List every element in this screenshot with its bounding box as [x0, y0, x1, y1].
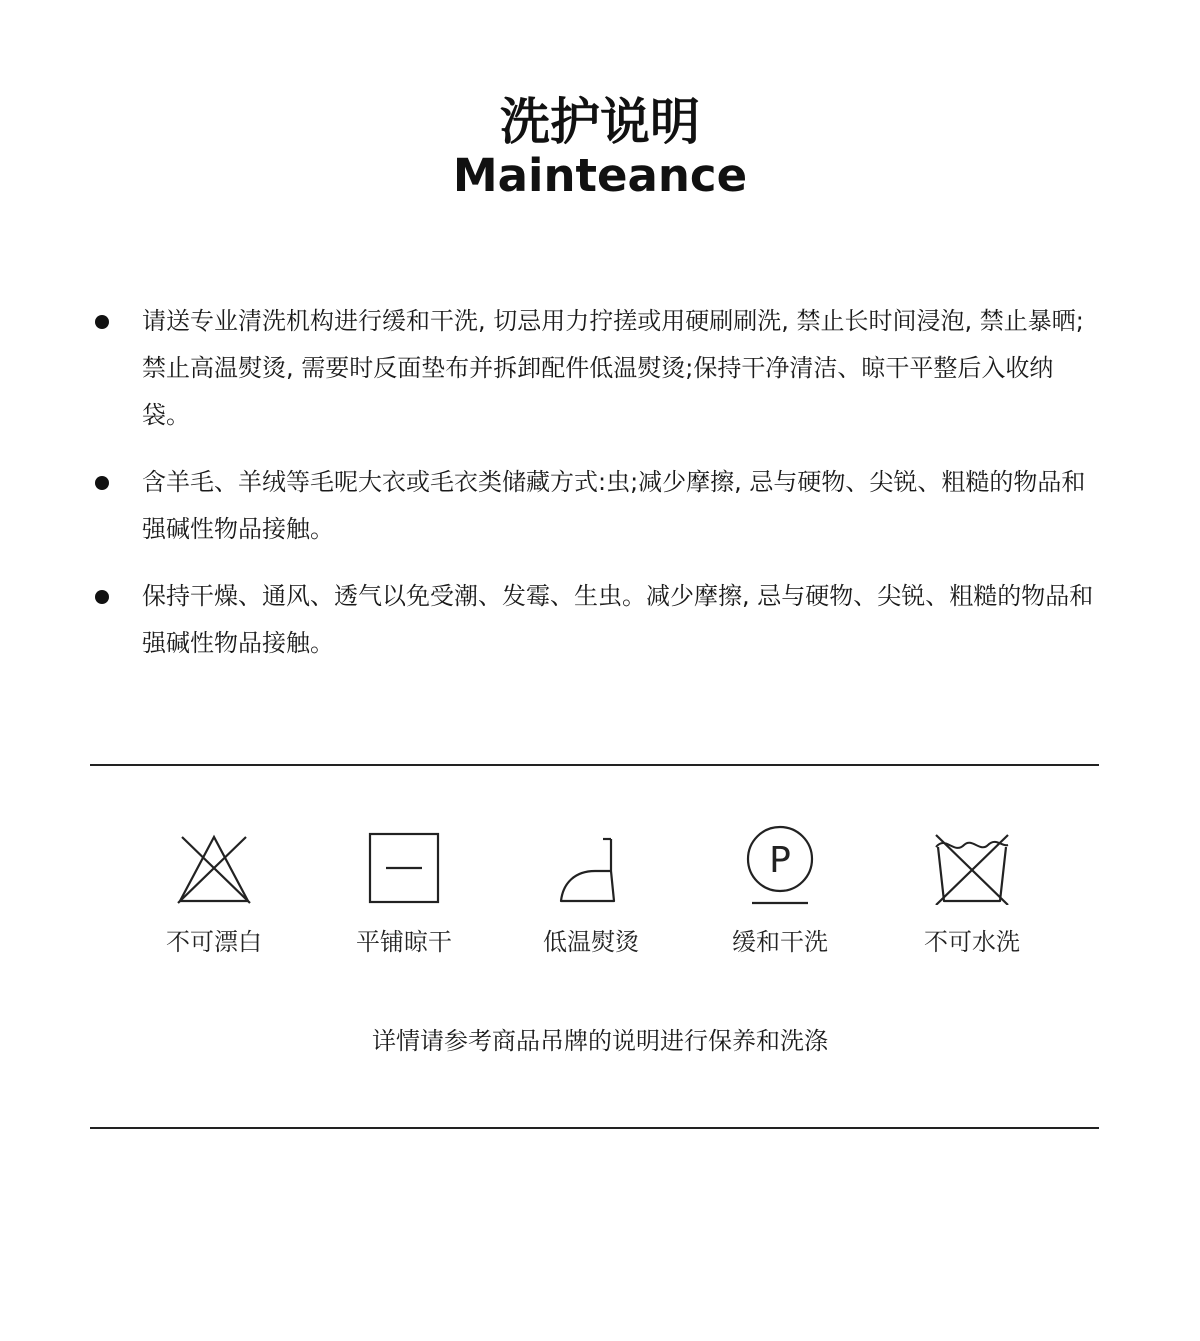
list-item — [0, 298, 1097, 439]
care-symbol-gentle-dry-clean — [690, 825, 870, 957]
divider-bottom — [90, 1127, 1099, 1129]
bullet-icon — [95, 315, 109, 329]
dry-clean-letter: P — [769, 840, 791, 881]
care-symbol-dry-flat — [314, 825, 494, 957]
list-item — [0, 573, 1097, 667]
care-label: 缓和干洗 — [732, 928, 828, 956]
instruction-text: 请送专业清洗机构进行缓和干洗, 切忌用力拧搓或用硬刷刷洗, 禁止长时间浸泡, 禁止暴晒;禁止高温熨烫, 需要时反面垫布并拆卸配件低温熨烫;保持干净清洁、晾干平整后入收纳袋。 — [142, 307, 1084, 429]
no-wash-icon — [932, 825, 1012, 905]
care-label: 不可漂白 — [166, 928, 262, 956]
instruction-text: 保持干燥、通风、透气以免受潮、发霉、生虫。减少摩擦, 忌与硬物、尖锐、粗糙的物品和强碱性物品接触。 — [142, 582, 1094, 657]
list-item — [0, 459, 1097, 553]
footnote-text: 详情请参考商品吊牌的说明进行保养和洗涤 — [372, 1027, 828, 1055]
care-symbols-row — [0, 825, 1200, 975]
instruction-text: 含羊毛、羊绒等毛呢大衣或毛衣类储藏方式:虫;减少摩擦, 忌与硬物、尖锐、粗糙的物品和强碱性物品接触。 — [142, 468, 1086, 543]
care-symbol-no-bleach — [124, 825, 304, 957]
gentle-dry-clean-icon — [740, 825, 820, 905]
bullet-icon — [95, 476, 109, 490]
page-title-cn: 洗护说明 — [500, 93, 700, 151]
dry-flat-icon — [364, 825, 444, 905]
care-label: 不可水洗 — [924, 928, 1020, 956]
care-symbol-no-wash — [882, 825, 1062, 957]
divider-top — [90, 764, 1099, 766]
care-instructions-list — [0, 298, 1200, 667]
care-label: 平铺晾干 — [356, 928, 452, 956]
page-title-en: Mainteance — [452, 149, 748, 202]
care-label: 低温熨烫 — [543, 928, 639, 956]
iron-low-icon — [551, 825, 631, 905]
care-symbol-iron-low — [501, 825, 681, 957]
bullet-icon — [95, 590, 109, 604]
no-bleach-icon — [174, 825, 254, 905]
